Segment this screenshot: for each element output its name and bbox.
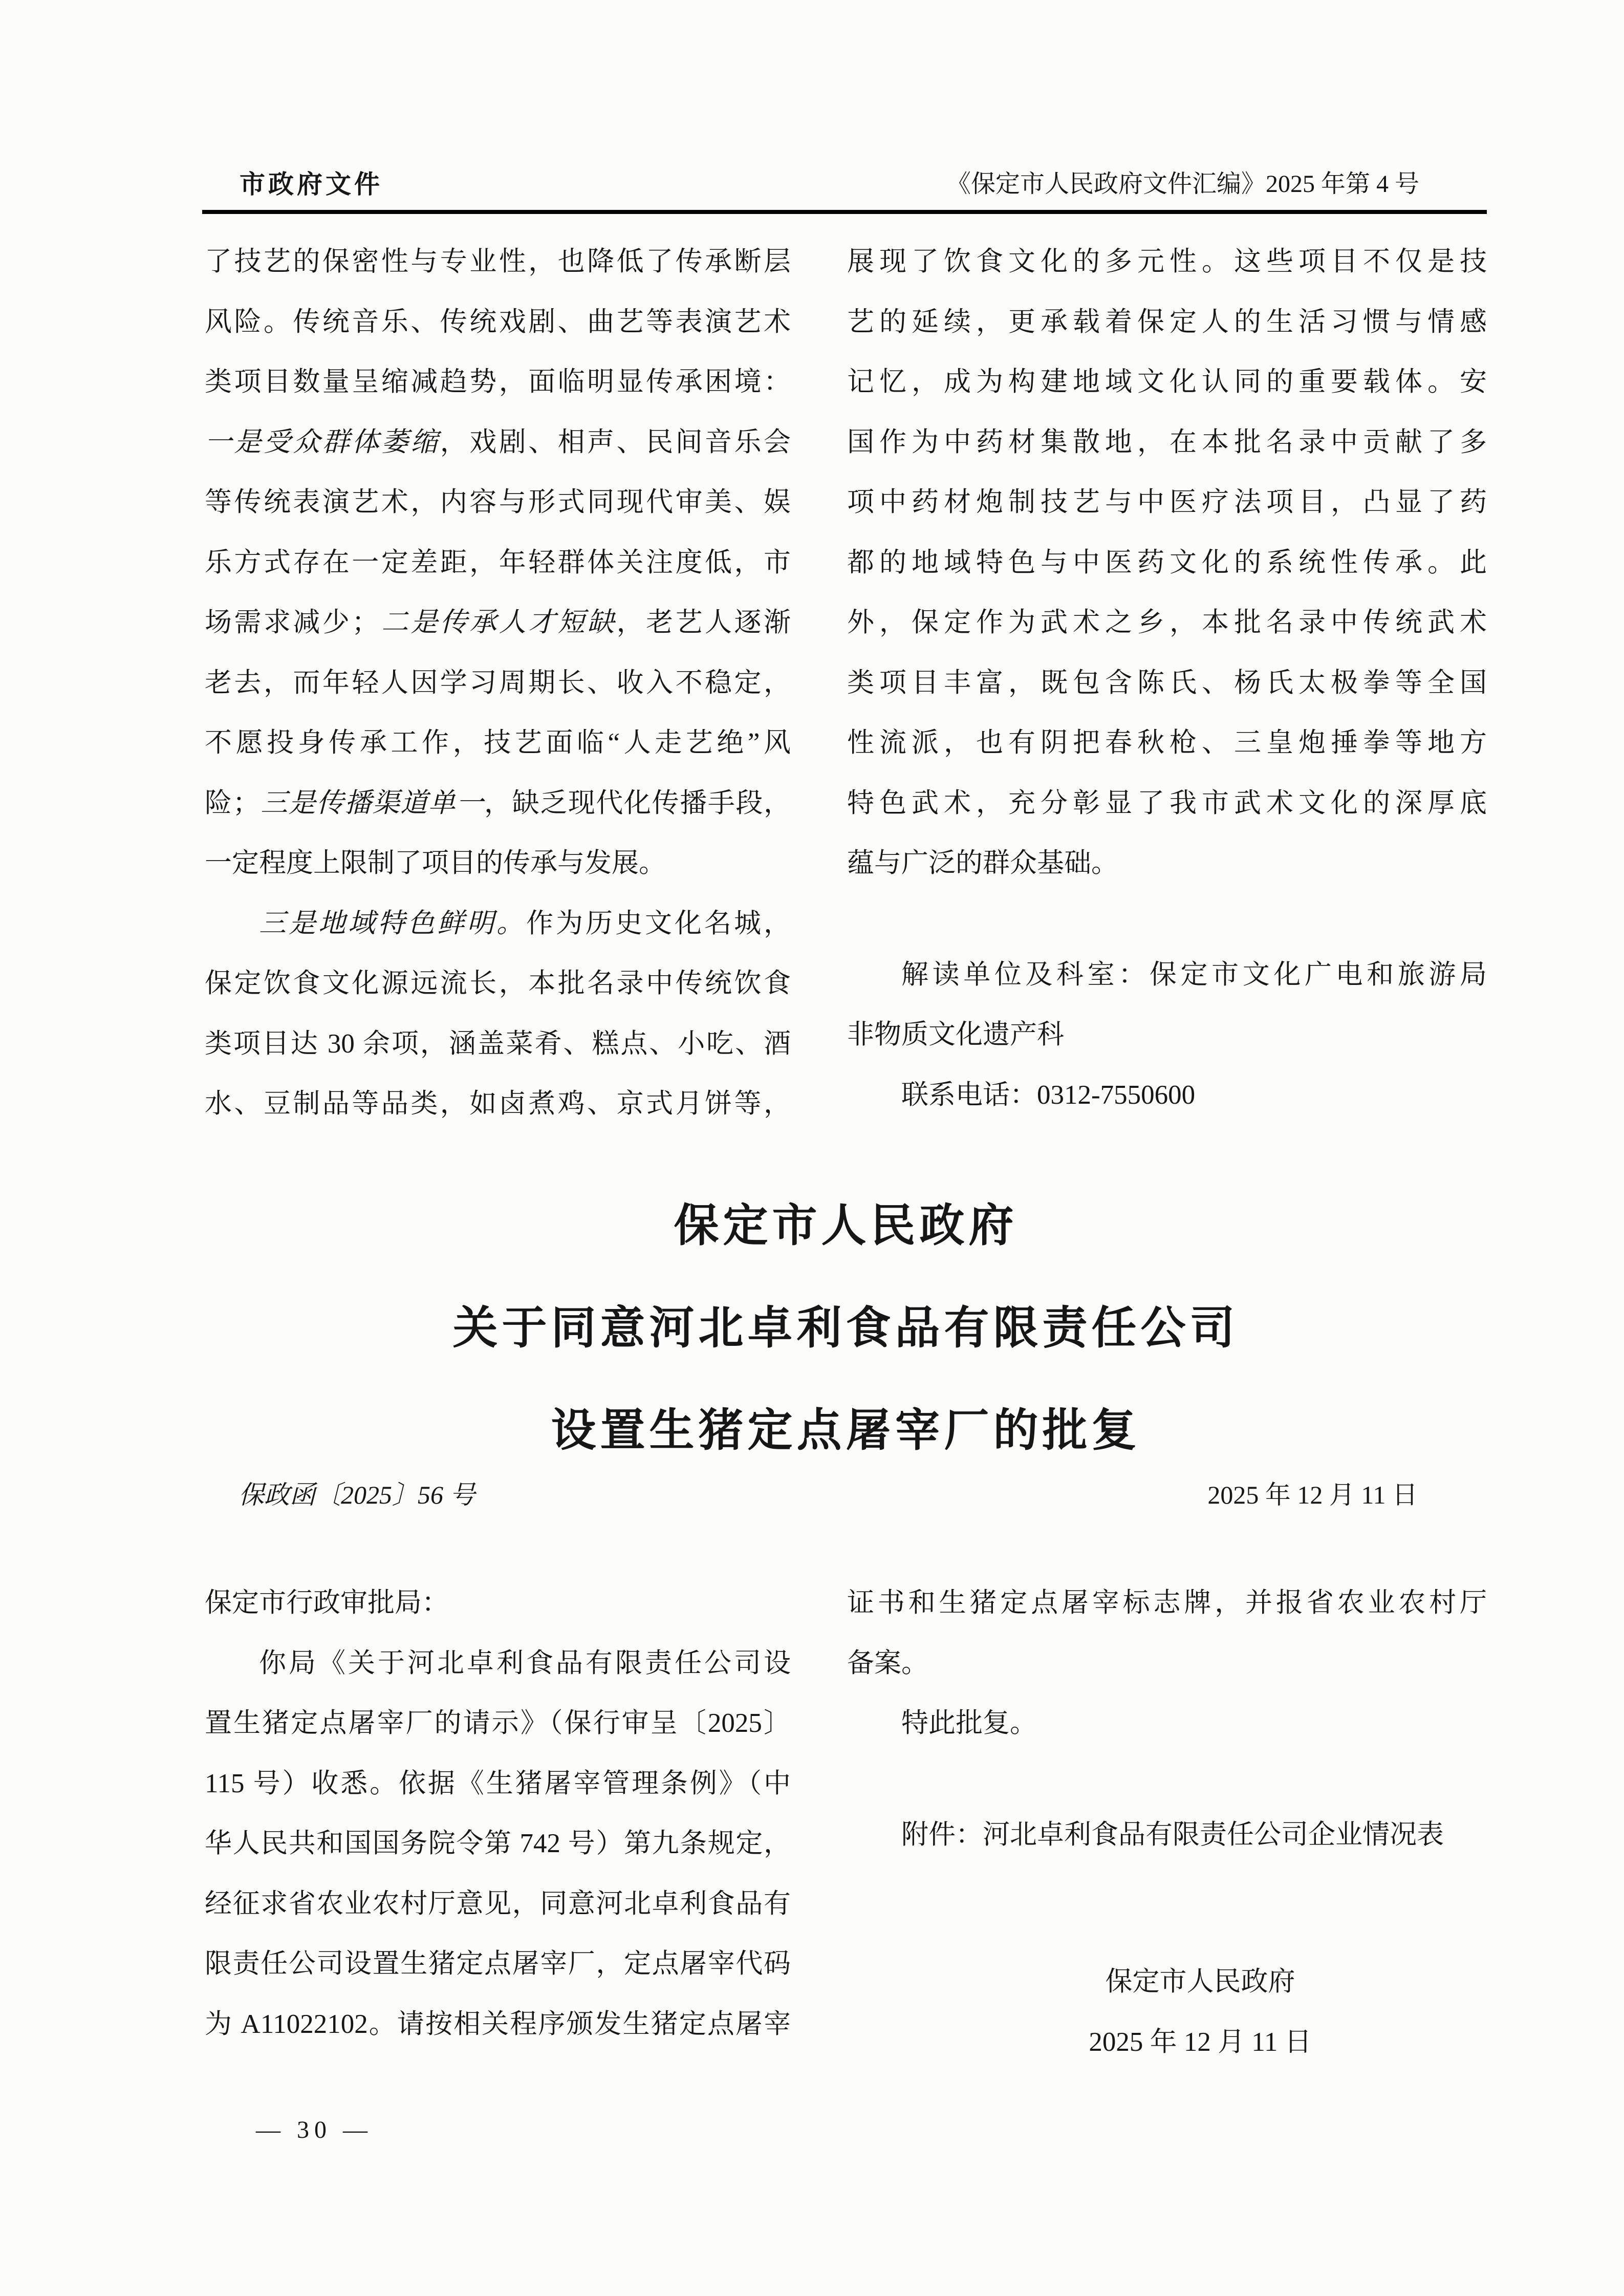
contact-text-line: 非物质文化遗产科 [847, 1020, 1064, 1049]
body-text-line: 证书和生猪定点屠宰标志牌，并报省农业农村厅 [847, 1588, 1487, 1618]
interpretation-right-column [847, 232, 1487, 1134]
attachment-block [847, 1805, 1487, 1865]
body-text-line [205, 413, 791, 473]
body-text-line [205, 774, 791, 834]
body-text-line [205, 593, 791, 653]
body-text-line: 蕴与广泛的群众基础。 [847, 848, 1118, 878]
body-text-line: 类项目数量呈缩减趋势，面临明显传承困境： [205, 367, 791, 397]
document-meta-row [205, 1470, 1487, 1519]
page-number: — 30 — [256, 2116, 373, 2143]
body-text-line: 置生猪定点屠宰厂的请示》（保行审呈〔2025〕 [205, 1708, 791, 1738]
document-title-line: 保定市人民政府 [674, 1200, 1018, 1251]
signature-block [847, 1952, 1487, 2072]
signature-date: 2025 年 12 月 11 日 [1089, 2027, 1312, 2057]
body-text-line: 国作为中药材集散地，在本批名录中贡献了多 [847, 427, 1487, 457]
text-run: ，老艺人逐渐 [616, 608, 791, 637]
approval-left-column [205, 1573, 791, 2072]
body-text-line [205, 894, 791, 954]
approval-right-text [847, 1573, 1487, 1754]
body-text-line: 经征求省农业农村厅意见，同意河北卓利食品有 [205, 1889, 791, 1919]
body-text-line: 水、豆制品等品类，如卤煮鸡、京式月饼等， [205, 1089, 791, 1119]
body-text-line: 展现了饮食文化的多元性。这些项目不仅是技 [847, 247, 1487, 276]
approval-body-columns [205, 1573, 1487, 2072]
body-text-line: 类项目达 30 余项，涵盖菜肴、糕点、小吃、酒 [205, 1028, 791, 1059]
interpretation-left-column [205, 232, 791, 1134]
body-text-line: 等传统表演艺术，内容与形式同现代审美、娱 [205, 487, 791, 517]
body-text-line: 项中药材炮制技艺与中医疗法项目，凸显了药 [847, 487, 1487, 517]
body-text-line: 华人民共和国国务院令第 742 号）第九条规定， [205, 1829, 791, 1858]
kai-emphasis-text: 二是传承人才短缺 [379, 608, 617, 637]
body-text-line: 风险。传统音乐、传统戏剧、曲艺等表演艺术 [205, 307, 791, 337]
kai-emphasis-text: 一是受众群体萎缩 [205, 427, 440, 457]
contact-text-line: 联系电话：0312-7550600 [901, 1080, 1196, 1110]
body-text-line: 都的地域特色与中医药文化的系统性传承。此 [847, 547, 1487, 577]
header-divider-rule [202, 210, 1487, 214]
body-text-line: 限责任公司设置生猪定点屠宰厂，定点屠宰代码 [205, 1949, 791, 1979]
interpretation-article-columns [205, 232, 1487, 1134]
document-title-line: 关于同意河北卓利食品有限责任公司 [452, 1302, 1239, 1353]
kai-emphasis-text: 三是传播渠道单一 [259, 788, 485, 818]
text-run: ，戏剧、相声、民间音乐会 [440, 427, 791, 457]
attachment-line: 附件：河北卓利食品有限责任公司企业情况表 [901, 1819, 1444, 1850]
body-text-line: 保定市行政审批局： [205, 1588, 449, 1618]
signature-issuer: 保定市人民政府 [1105, 1967, 1295, 1997]
body-text-line: 不愿投身传承工作，技艺面临“人走艺绝”风 [205, 728, 791, 758]
contact-text-line: 解读单位及科室：保定市文化广电和旅游局 [901, 959, 1487, 990]
body-text-line: 特此批复。 [901, 1708, 1037, 1738]
body-text-line: 性流派，也有阴把春秋枪、三皇炮捶拳等地方 [847, 728, 1487, 758]
body-text-line: 乐方式存在一定差距，年轻群体关注度低，市 [205, 547, 791, 577]
body-text-line: 外，保定作为武术之乡，本批名录中传统武术 [847, 608, 1487, 637]
interpretation-right-text [847, 232, 1487, 894]
text-run: 险； [205, 788, 260, 818]
body-text-line: 艺的延续，更承载着保定人的生活习惯与情感 [847, 307, 1487, 337]
body-text-line: 老去，而年轻人因学习周期长、收入不稳定， [205, 668, 791, 698]
body-text-line: 一定程度上限制了项目的传承与发展。 [205, 848, 666, 878]
body-text-line: 了技艺的保密性与专业性，也降低了传承断层 [205, 247, 791, 276]
text-run: 场需求减少； [205, 608, 379, 637]
page-header [205, 169, 1487, 200]
body-text-line: 类项目丰富，既包含陈氏、杨氏太极拳等全国 [847, 668, 1487, 698]
kai-emphasis-text: 三是地域特色鲜明。 [259, 908, 526, 938]
body-text-line: 特色武术，充分彰显了我市武术文化的深厚底 [847, 788, 1487, 818]
document-title-line: 设置生猪定点屠宰厂的批复 [551, 1405, 1141, 1455]
interpretation-contact-block [847, 945, 1487, 1126]
text-run: 作为历史文化名城， [526, 908, 791, 938]
body-text-line: 保定饮食文化源远流长，本批名录中传统饮食 [205, 969, 791, 998]
body-text-line: 备案。 [847, 1648, 928, 1678]
body-text-line: 为 A11022102。请按相关程序颁发生猪定点屠宰 [205, 2009, 791, 2039]
header-section-label: 市政府文件 [240, 170, 383, 199]
body-text-line: 记忆，成为构建地域文化认同的重要载体。安 [847, 367, 1487, 397]
header-compilation-title: 《保定市人民政府文件汇编》2025 年第 4 号 [946, 170, 1419, 198]
body-text-line: 115 号）收悉。依据《生猪屠宰管理条例》（中 [205, 1768, 791, 1798]
text-run: ，缺乏现代化传播手段， [484, 788, 791, 818]
document-date: 2025 年 12 月 11 日 [1207, 1480, 1418, 1509]
approval-right-column [847, 1573, 1487, 2072]
approval-document-title [205, 1174, 1487, 1482]
body-text-line: 你局《关于河北卓利食品有限责任公司设 [259, 1648, 791, 1678]
document-number: 保政函〔2025〕56 号 [239, 1480, 475, 1509]
